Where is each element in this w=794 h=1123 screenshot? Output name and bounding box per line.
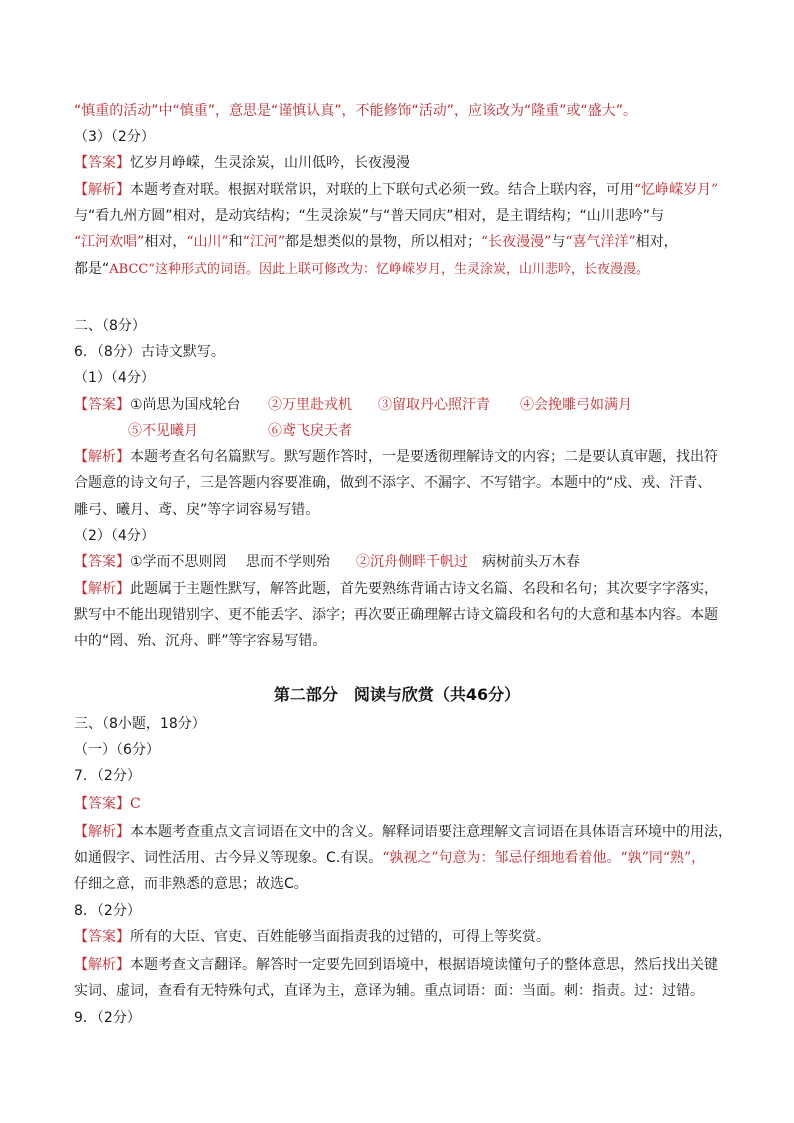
q8-label — [74, 901, 141, 921]
q6-part2-analysis-3 — [74, 631, 327, 651]
text: 9．（2分） — [74, 1010, 141, 1026]
answer-item: 思而不学则殆 — [246, 554, 330, 570]
answer-text: 忆岁月峥嵘，生灵涂炭，山川低吟，长夜漫漫 — [130, 155, 410, 171]
q7-analysis-1 — [74, 822, 732, 842]
answer-item: ①尚思为国戍轮台 — [130, 397, 241, 413]
q6-part1-answer-row1 — [74, 395, 632, 415]
q6-part2-label — [74, 526, 155, 546]
answer-item-red: ⑥鸢飞戾天者 — [268, 423, 352, 439]
analysis-tag: 【解析】 — [74, 824, 130, 840]
text: （一）（6分） — [74, 742, 160, 758]
q7-label — [74, 766, 141, 786]
analysis-tag: 【解析】 — [74, 581, 130, 597]
q2-explanation-line — [74, 101, 637, 121]
text: 8．（2分） — [74, 903, 141, 919]
text: 如通假字、词性活用、古今异义等现象。C.有误。 — [74, 850, 383, 866]
analysis-text: 与“看九州方圆”相对，是动宾结构；“生灵涂炭”与“普天同庆”相对，是主谓结构；“山川悲吟”与 — [74, 208, 665, 224]
text: 和 — [228, 234, 243, 250]
q3-label — [74, 127, 155, 147]
text: 雕弓、曦月、鸢、戾”等字词容易写错。 — [74, 502, 320, 518]
q6-part1-label — [74, 368, 155, 388]
text-red: ABCC”这种形式的词语。因此上联可修改为：忆峥嵘岁月，生灵涂炭，山川悲吟，长夜漫漫。 — [109, 262, 649, 277]
text: （2）（4分） — [74, 528, 155, 544]
text: （3）（2分） — [74, 129, 155, 145]
text: （1）（4分） — [74, 370, 155, 386]
q3-analysis-line-2 — [74, 206, 664, 226]
text-red: “江河” — [242, 234, 285, 250]
answer-tag: 【答案】 — [74, 155, 130, 171]
answer-tag: 【答案】 — [74, 397, 130, 413]
q3-analysis-line-4 — [74, 259, 649, 280]
text-red: “山川” — [186, 234, 229, 250]
text: 合题意的诗文句子，三是答题内容要准确，做到不添字、不漏字、不写错字。本题中的“戍、戎、汗青、 — [74, 475, 712, 491]
q7-answer — [74, 794, 141, 814]
q6-part2-answer — [74, 552, 580, 572]
section-2-header — [74, 316, 146, 336]
text: 三、（8小题，18分） — [74, 716, 206, 732]
answer-tag: 【答案】 — [74, 929, 130, 945]
q7-analysis-3 — [74, 874, 308, 894]
answer-tag: 【答案】 — [74, 796, 130, 812]
q7-analysis-2 — [74, 848, 705, 868]
q8-analysis-2 — [74, 981, 704, 1001]
text: 中的“罔、殆、沉舟、畔”等字容易写错。 — [74, 633, 327, 649]
text-red: “喜气洋洋” — [565, 234, 636, 250]
text: 与 — [551, 234, 566, 250]
q6-part1-analysis-1 — [74, 447, 718, 467]
part-2-title: 第二部分 阅读与欣赏（共46分） — [273, 685, 521, 704]
q6-title — [74, 342, 225, 362]
q3-analysis-line-3 — [74, 232, 678, 252]
analysis-tag: 【解析】 — [74, 182, 130, 198]
answer-item-red: ②沉舟侧畔千帆过 — [356, 554, 468, 570]
analysis-text-red: “忆峥嵘岁月” — [634, 182, 719, 198]
q6-part2-analysis-1 — [74, 579, 718, 599]
answer-item-red: ②万里赴戎机 — [268, 397, 352, 413]
section-3-header — [74, 714, 206, 734]
answer-text-red: C — [130, 796, 141, 812]
text: 二、（8分） — [74, 318, 146, 334]
q3-answer-line — [74, 153, 410, 173]
q6-part1-analysis-3 — [74, 500, 319, 520]
answer-item-red: ⑤不见曦月 — [128, 423, 198, 439]
analysis-text: 本题考查对联。根据对联常识，对联的上下联句式必须一致。结合上联内容，可用 — [130, 182, 634, 198]
text: 仔细之意，而非熟悉的意思；故选C。 — [74, 876, 308, 892]
text: 本本题考查重点文言词语在文中的含义。解释词语要注意理解文言词语在具体语言环境中的用法， — [130, 824, 732, 840]
text: 6．（8分）古诗文默写。 — [74, 344, 225, 360]
analysis-tag: 【解析】 — [74, 449, 130, 465]
answer-item: ①学而不思则罔 — [130, 554, 227, 570]
text: 都是想类似的景物，所以相对； — [284, 234, 481, 250]
text: 都是“ — [74, 261, 110, 277]
text: 本题考查文言翻译。解答时一定要先回到语境中，根据语境读懂句子的整体意思，然后找出关键 — [130, 957, 718, 973]
q8-answer — [74, 927, 550, 947]
q6-part1-analysis-2 — [74, 473, 711, 493]
answer-tag: 【答案】 — [74, 554, 130, 570]
q8-analysis-1 — [74, 955, 718, 975]
text-red: “孰视之”句意为：邹忌仔细地看着他。“孰”同“熟”， — [382, 850, 706, 866]
text-red: “江河欢唱” — [74, 234, 145, 250]
analysis-tag: 【解析】 — [74, 957, 130, 973]
text-red: “长夜漫漫” — [480, 234, 552, 250]
answer-text: 所有的大臣、官吏、百姓能够当面指责我的过错的，可得上等奖赏。 — [130, 929, 550, 945]
text: 7．（2分） — [74, 768, 141, 784]
text: 默写中不能出现错别字、更不能丢字、添字；再次要正确理解古诗文篇段和名句的大意和基本内容。本题 — [74, 607, 718, 623]
q9-label — [74, 1008, 141, 1028]
answer-item-red: ③留取丹心照汗青 — [378, 397, 490, 413]
text: 实词、虚词，查看有无特殊句式，直译为主，意译为辅。重点词语：面：当面。刺：指责。过：过错。 — [74, 983, 704, 999]
text: 相对， — [635, 234, 678, 250]
answer-item: 病树前头万木春 — [482, 554, 580, 570]
text: 本题考查名句名篇默写。默写题作答时，一是要透彻理解诗文的内容；二是要认真审题，找出符 — [130, 449, 718, 465]
subsection-1 — [74, 740, 160, 760]
text: 相对， — [144, 234, 187, 250]
answer-item-red: ④会挽雕弓如满月 — [520, 397, 632, 413]
text: “慎重的活动”中“慎重”，意思是“谨慎认真”，不能修饰“活动”，应该改为“隆重”或“盛大”。 — [74, 103, 638, 119]
text: 此题属于主题性默写，解答此题，首先要熟练背诵古诗文名篇、名段和名句；其次要字字落实， — [130, 581, 718, 597]
q3-analysis-line-1 — [74, 180, 718, 200]
q6-part2-analysis-2 — [74, 605, 718, 625]
